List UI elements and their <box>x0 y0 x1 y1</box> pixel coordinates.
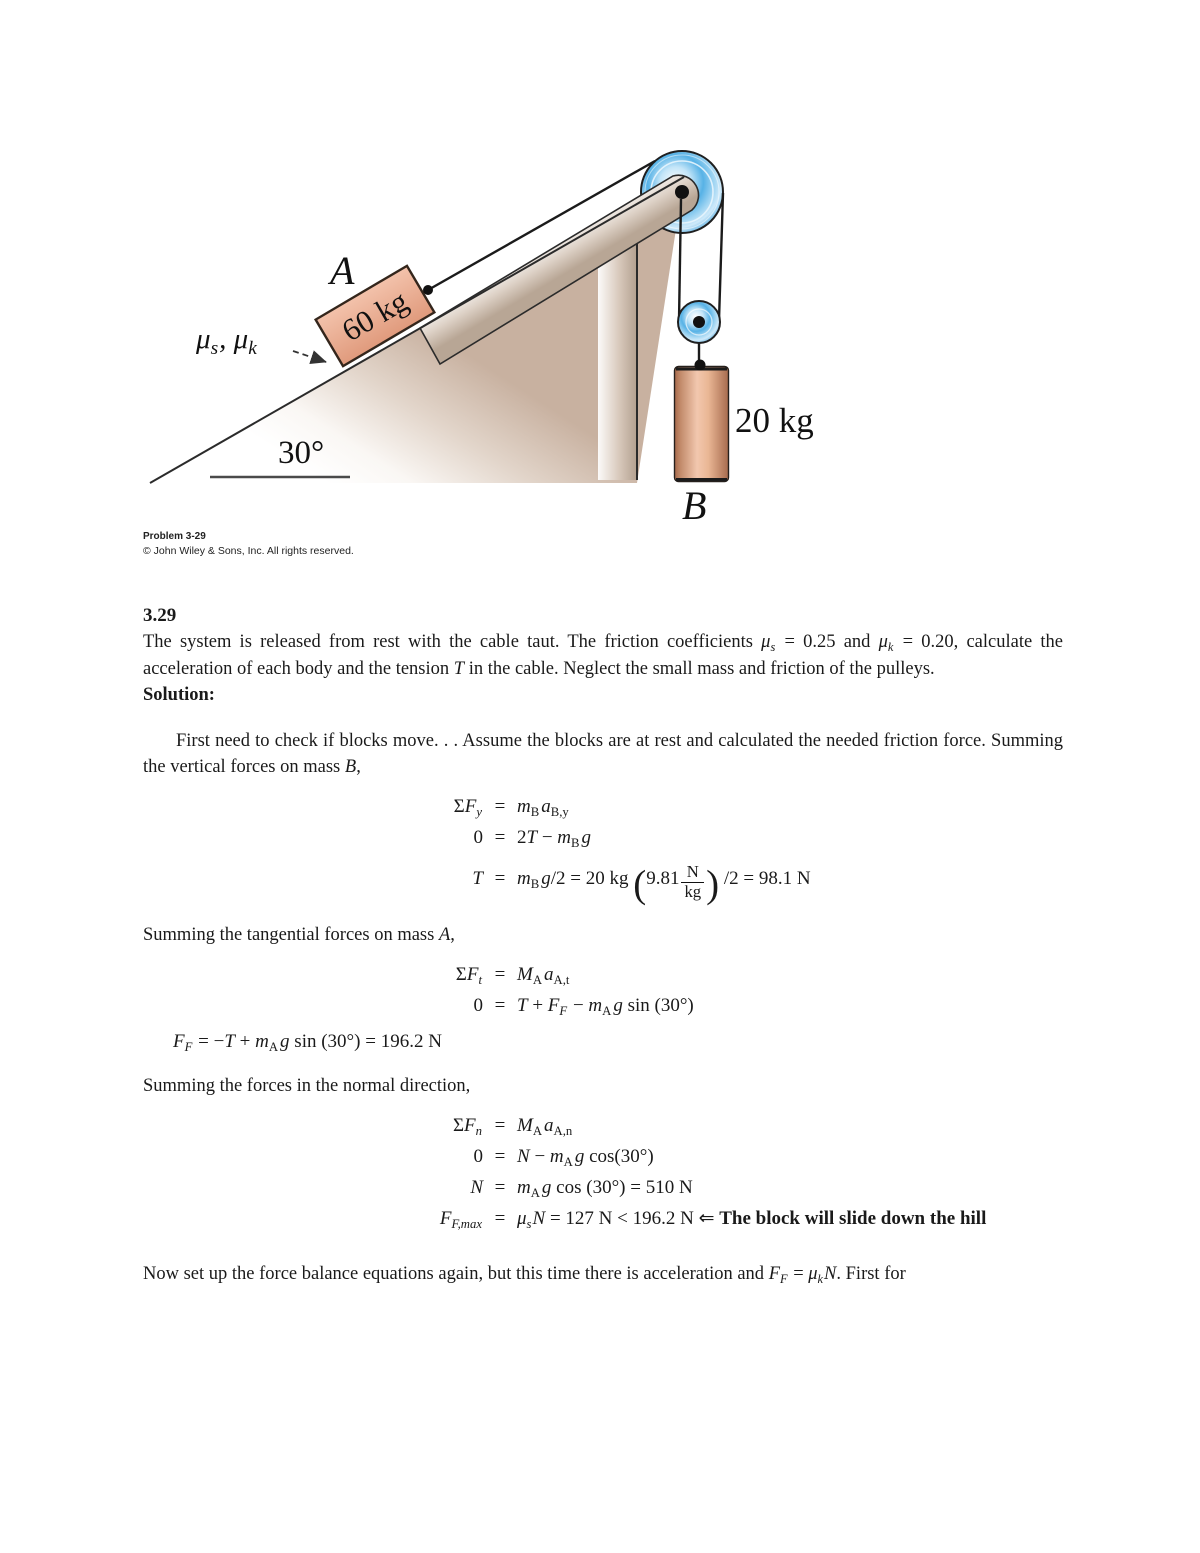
equation-row: $0 = 2T - m_B$ g <box>473 827 592 850</box>
equation-row: $0 = T + F_F - m_A$ g sin (30°) <box>473 994 694 1018</box>
para-tangential: Summing the tangential forces on mass A, <box>143 924 455 945</box>
pulley-large-hub-dot <box>675 185 689 199</box>
problem-statement: The system is released from rest with the cable taut. The friction coefficients $\mu_s = 0.25$ and $\mu_k = 0.20$, calculate the acceleration of each body and the tension T in the cable. Neglect the small mass and friction of the pulleys. <box>143 632 1063 679</box>
support-post <box>598 238 637 480</box>
block-b-cylinder <box>675 360 729 482</box>
label-incline-angle: 30° <box>278 435 325 471</box>
label-mass-b: 20 kg <box>735 401 814 440</box>
label-block-a: A <box>330 248 355 293</box>
label-block-b: B <box>682 483 707 528</box>
equation-row: $N = m_A$ g cos (30°) = 510 N <box>470 1176 693 1200</box>
label-friction-coefficients: $\mu_s$, $\mu_k$ <box>196 323 257 359</box>
equation-block-tangential-a <box>143 960 1063 1022</box>
equation-row: $\Sigma F_y = m_B$ $a_{B,y}$ <box>453 796 569 819</box>
solution-body <box>143 603 1063 1288</box>
para-normal: Summing the forces in the normal direction, <box>143 1075 471 1096</box>
figure-caption-copyright: © John Wiley & Sons, Inc. All rights reserved. <box>143 545 354 557</box>
figure-caption-problem: Problem 3-29 <box>143 531 206 542</box>
equation-block-normal-a <box>143 1111 1063 1235</box>
solution-heading: Solution: <box>143 685 215 705</box>
cable-right-drop <box>719 193 723 320</box>
equation-row-tension: $T = m_B$ g/2 = 20 kg (9.81 $\frac{N}{kg}$ ) /2 = 98.1 N <box>472 862 811 906</box>
equation-block-vertical-b <box>143 792 1063 908</box>
pulley-small <box>678 301 720 343</box>
equation-row: $\Sigma F_t = M_A$ $a_{A,t}$ <box>455 963 570 987</box>
problem-number: 3.29 <box>143 605 177 626</box>
equation-row-conclusion: $F_{F,max} = \mu_sN = 127$ N < 196.2 N ⇐ The block will slide down the hill <box>439 1207 987 1231</box>
para-first-check: First need to check if blocks move. . . Assume the blocks are at rest and calculated the needed friction force. Summing the vertical forces on mass B, <box>143 731 1063 777</box>
incline-pulley-diagram <box>0 0 1200 580</box>
para-final: Now set up the force balance equations again, but this time there is acceleration and $F_F = \mu_kN$. First for <box>143 1263 906 1286</box>
pulley-small-hub-dot <box>693 316 705 328</box>
equation-row: $0 = N - m_A$ g cos(30°) <box>473 1145 654 1169</box>
label-block-a-mass: 60 kg <box>335 282 414 349</box>
equation-friction-result: $F_F = -T + m_A$ g sin (30°) = 196.2 N <box>173 1030 442 1054</box>
equation-row: $\Sigma F_n = M_A$ $a_{A,n}$ <box>452 1114 573 1138</box>
